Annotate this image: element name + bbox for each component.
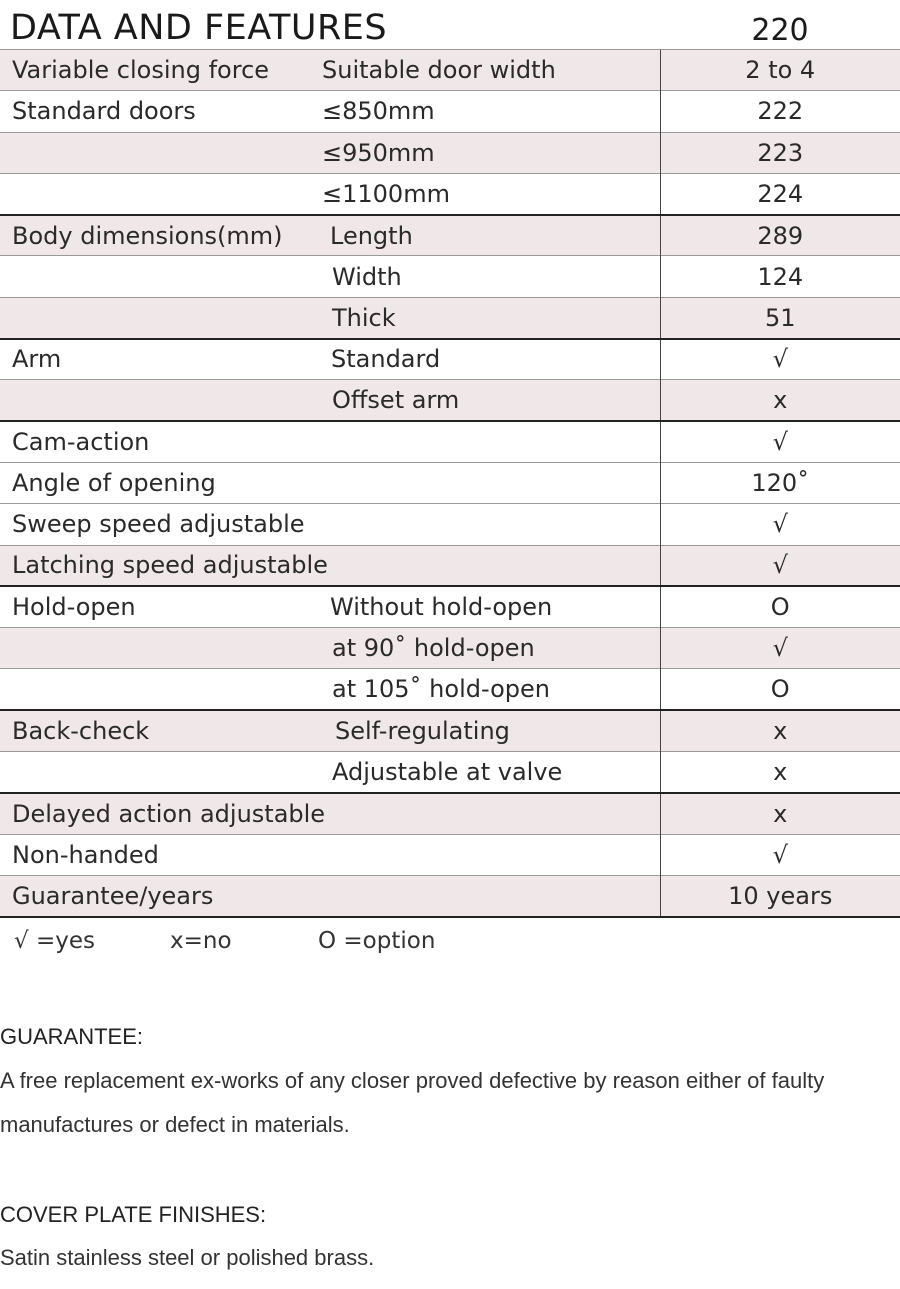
table-row bbox=[0, 50, 900, 91]
feature-value: O bbox=[660, 669, 900, 710]
feature-sub-label: Standard bbox=[310, 339, 660, 380]
table-row bbox=[0, 710, 900, 751]
table-row bbox=[0, 669, 900, 710]
table-row bbox=[0, 462, 900, 503]
feature-label: Standard doors bbox=[0, 91, 310, 132]
feature-value: √ bbox=[660, 834, 900, 875]
finishes-text: Satin stainless steel or polished brass. bbox=[0, 1245, 375, 1270]
feature-sub-label: ≤850mm bbox=[310, 91, 660, 132]
model-number: 220 bbox=[751, 13, 809, 48]
table-row bbox=[0, 215, 900, 256]
table-row bbox=[0, 421, 900, 462]
finishes-heading: COVER PLATE FINISHES: bbox=[0, 1202, 267, 1227]
sheet-header bbox=[0, 0, 900, 50]
feature-sub-label: Offset arm bbox=[310, 380, 660, 421]
feature-label: Delayed action adjustable bbox=[0, 793, 660, 834]
table-row bbox=[0, 504, 900, 545]
guarantee-text: A free replacement ex-works of any closer proved defective by reason either of faulty manufactures or defect in materials. bbox=[0, 1068, 825, 1137]
table-row bbox=[0, 545, 900, 586]
feature-label bbox=[0, 256, 310, 297]
feature-sub-label: Width bbox=[310, 256, 660, 297]
feature-value: 120˚ bbox=[660, 462, 900, 503]
feature-label: Body dimensions(mm) bbox=[0, 215, 310, 256]
table-row bbox=[0, 173, 900, 214]
legend bbox=[0, 928, 900, 958]
legend-yes: √ =yes bbox=[14, 928, 95, 954]
feature-value: x bbox=[660, 710, 900, 751]
table-row bbox=[0, 834, 900, 875]
feature-value: 2 to 4 bbox=[660, 50, 900, 91]
feature-value: 224 bbox=[660, 173, 900, 214]
table-row bbox=[0, 875, 900, 916]
feature-label: Back-check bbox=[0, 710, 310, 751]
feature-value: 51 bbox=[660, 297, 900, 338]
table-row bbox=[0, 297, 900, 338]
feature-value: √ bbox=[660, 545, 900, 586]
feature-sub-label: Without hold-open bbox=[310, 586, 660, 627]
features-table bbox=[0, 49, 900, 918]
feature-label bbox=[0, 669, 310, 710]
table-row bbox=[0, 752, 900, 793]
features-table-body bbox=[0, 50, 900, 917]
feature-label bbox=[0, 173, 310, 214]
feature-sub-label: at 90˚ hold-open bbox=[310, 628, 660, 669]
table-row bbox=[0, 256, 900, 297]
feature-label bbox=[0, 380, 310, 421]
feature-sub-label: Adjustable at valve bbox=[310, 752, 660, 793]
feature-sub-label: Suitable door width bbox=[310, 50, 660, 91]
feature-value: √ bbox=[660, 504, 900, 545]
table-row bbox=[0, 91, 900, 132]
feature-label bbox=[0, 752, 310, 793]
table-row bbox=[0, 132, 900, 173]
feature-label: Sweep speed adjustable bbox=[0, 504, 660, 545]
feature-value: x bbox=[660, 752, 900, 793]
feature-label: Arm bbox=[0, 339, 310, 380]
feature-label: Latching speed adjustable bbox=[0, 545, 660, 586]
feature-value: x bbox=[660, 793, 900, 834]
feature-value: O bbox=[660, 586, 900, 627]
feature-label: Non-handed bbox=[0, 834, 660, 875]
feature-value: √ bbox=[660, 339, 900, 380]
guarantee-heading: GUARANTEE: bbox=[0, 1024, 144, 1049]
feature-value: 124 bbox=[660, 256, 900, 297]
feature-sub-label: Length bbox=[310, 215, 660, 256]
feature-label bbox=[0, 297, 310, 338]
feature-value: 289 bbox=[660, 215, 900, 256]
feature-label: Variable closing force bbox=[0, 50, 310, 91]
feature-value: 223 bbox=[660, 132, 900, 173]
table-row bbox=[0, 586, 900, 627]
feature-label: Guarantee/years bbox=[0, 875, 660, 916]
feature-sub-label: at 105˚ hold-open bbox=[310, 669, 660, 710]
legend-no: x=no bbox=[170, 928, 232, 954]
table-row bbox=[0, 628, 900, 669]
feature-sub-label: Thick bbox=[310, 297, 660, 338]
feature-label bbox=[0, 628, 310, 669]
feature-value: √ bbox=[660, 628, 900, 669]
feature-label: Cam-action bbox=[0, 421, 660, 462]
feature-sub-label: ≤1100mm bbox=[310, 173, 660, 214]
table-row bbox=[0, 793, 900, 834]
feature-label: Hold-open bbox=[0, 586, 310, 627]
feature-value: 10 years bbox=[660, 875, 900, 916]
table-row bbox=[0, 339, 900, 380]
feature-value: x bbox=[660, 380, 900, 421]
feature-sub-label: Self-regulating bbox=[310, 710, 660, 751]
page-title: DATA AND FEATURES bbox=[10, 8, 388, 48]
table-row bbox=[0, 380, 900, 421]
feature-value: 222 bbox=[660, 91, 900, 132]
feature-label: Angle of opening bbox=[0, 462, 660, 503]
feature-sub-label: ≤950mm bbox=[310, 132, 660, 173]
feature-value: √ bbox=[660, 421, 900, 462]
legend-option: O =option bbox=[318, 928, 436, 954]
feature-label bbox=[0, 132, 310, 173]
